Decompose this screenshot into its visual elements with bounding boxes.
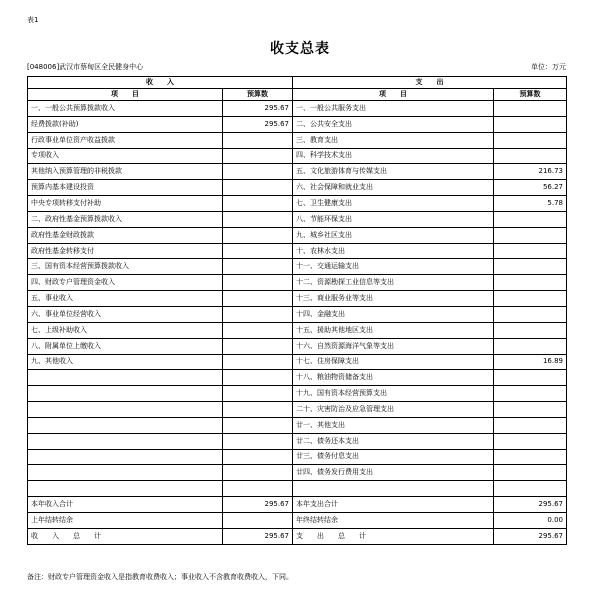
expense-item-cell: 十九、国有资本经营预算支出 [293,386,494,402]
income-item-cell: 二、政府性基金预算拨款收入 [28,211,223,227]
total-row [28,528,567,544]
table-row [28,227,567,243]
income-item-cell: 中央专项转移支付补助 [28,196,223,212]
income-item-header: 项 目 [28,89,223,101]
expense-item-cell: 十一、交通运输支出 [293,259,494,275]
table-row [28,354,567,370]
table-number-label: 表1 [27,16,39,24]
income-budget-cell [223,148,293,164]
table-row [28,259,567,275]
expense-budget-cell [494,306,567,322]
expense-item-cell: 本年支出合计 [293,497,494,513]
income-item-cell: 三、国有资本经营预算拨款收入 [28,259,223,275]
table-row [28,306,567,322]
income-item-cell: 本年收入合计 [28,497,223,513]
income-budget-cell: 295.67 [223,497,293,513]
income-budget-cell [223,465,293,481]
table-row [28,481,567,497]
expense-budget-cell: 5.78 [494,196,567,212]
table-row [28,275,567,291]
table-row [28,180,567,196]
table-row [28,101,567,117]
income-budget-cell [223,291,293,307]
expense-budget-cell [494,417,567,433]
expense-budget-cell: 295.67 [494,528,567,544]
expense-budget-cell [494,465,567,481]
expense-budget-cell: 0.00 [494,512,567,528]
expense-item-cell: 三、教育支出 [293,132,494,148]
expense-budget-cell: 295.67 [494,497,567,513]
income-budget-cell [223,227,293,243]
section-header-row [28,77,567,89]
table-row [28,132,567,148]
expense-budget-cell [494,433,567,449]
income-budget-cell [223,164,293,180]
expense-budget-cell [494,101,567,117]
income-item-cell [28,370,223,386]
income-budget-cell [223,338,293,354]
income-budget-cell [223,402,293,418]
income-item-cell: 五、事业收入 [28,291,223,307]
expense-item-cell: 七、卫生健康支出 [293,196,494,212]
income-item-cell: 九、其他收入 [28,354,223,370]
expense-item-cell: 九、城乡社区支出 [293,227,494,243]
income-budget-cell [223,481,293,497]
income-budget-cell [223,433,293,449]
column-header-row [28,89,567,101]
expense-item-cell: 四、科学技术支出 [293,148,494,164]
income-budget-cell [223,259,293,275]
table-row [28,449,567,465]
table-row [28,116,567,132]
income-item-cell: 经费拨款(补助) [28,116,223,132]
expense-item-cell: 廿一、其他支出 [293,417,494,433]
expense-budget-cell [494,211,567,227]
income-budget-cell [223,180,293,196]
expense-budget-cell [494,322,567,338]
expense-item-cell: 二、公共安全支出 [293,116,494,132]
expense-item-cell: 六、社会保障和就业支出 [293,180,494,196]
expense-budget-cell [494,481,567,497]
income-item-cell: 专项收入 [28,148,223,164]
income-budget-cell [223,306,293,322]
expense-item-cell: 廿二、债务还本支出 [293,433,494,449]
expense-budget-cell [494,243,567,259]
expense-budget-cell [494,402,567,418]
income-item-cell: 八、附属单位上缴收入 [28,338,223,354]
expense-budget-cell [494,370,567,386]
income-item-cell: 四、财政专户管理资金收入 [28,275,223,291]
expense-budget-cell: 16.89 [494,354,567,370]
income-budget-cell [223,370,293,386]
income-budget-cell [223,512,293,528]
budget-summary-table [27,76,567,545]
income-item-cell [28,402,223,418]
expense-budget-cell [494,227,567,243]
expense-item-cell: 十、农林水支出 [293,243,494,259]
expense-item-cell: 一、一般公共服务支出 [293,101,494,117]
expense-item-cell: 十二、资源勘探工业信息等支出 [293,275,494,291]
expense-item-cell: 廿三、债务付息支出 [293,449,494,465]
income-budget-cell [223,243,293,259]
income-item-cell [28,417,223,433]
organization-name: [048006]武汉市蔡甸区全民健身中心 [27,63,144,71]
table-row [28,370,567,386]
expense-item-cell: 年终结转结余 [293,512,494,528]
expense-budget-cell: 216.73 [494,164,567,180]
income-budget-header: 预算数 [223,89,293,101]
expense-budget-cell: 56.27 [494,180,567,196]
table-row [28,291,567,307]
expense-item-cell: 十八、粮油物资储备支出 [293,370,494,386]
expense-budget-cell [494,291,567,307]
expense-item-cell: 二十、灾害防治及应急管理支出 [293,402,494,418]
table-row [28,465,567,481]
income-item-cell: 一、一般公共预算拨款收入 [28,101,223,117]
page-title: 收支总表 [270,41,330,57]
table-row [28,386,567,402]
total-row [28,512,567,528]
footnote: 备注：财政专户管理资金收入是指教育收费收入；事业收入不含教育收费收入，下同。 [27,573,293,581]
expense-budget-cell [494,338,567,354]
table-row [28,148,567,164]
table-row [28,433,567,449]
expense-item-cell: 十六、自然资源海洋气象等支出 [293,338,494,354]
income-section-header: 收 入 [28,77,293,89]
table-row [28,243,567,259]
income-item-cell: 预算内基本建设投资 [28,180,223,196]
expense-item-cell: 十三、商业服务业等支出 [293,291,494,307]
income-item-cell: 七、上级补助收入 [28,322,223,338]
income-item-cell: 六、事业单位经营收入 [28,306,223,322]
income-item-cell: 政府性基金转移支付 [28,243,223,259]
expense-budget-cell [494,449,567,465]
table-row [28,338,567,354]
income-budget-cell [223,275,293,291]
table-row [28,164,567,180]
income-budget-cell: 295.67 [223,528,293,544]
table-row [28,196,567,212]
income-budget-cell [223,354,293,370]
income-item-cell [28,449,223,465]
income-budget-cell [223,386,293,402]
income-item-cell [28,433,223,449]
income-item-cell [28,386,223,402]
income-budget-cell [223,132,293,148]
expense-budget-cell [494,259,567,275]
expense-item-header: 项 目 [293,89,494,101]
expense-item-cell: 十四、金融支出 [293,306,494,322]
income-budget-cell [223,211,293,227]
income-item-cell [28,481,223,497]
expense-item-cell: 十五、援助其他地区支出 [293,322,494,338]
income-budget-cell [223,417,293,433]
income-item-cell [28,465,223,481]
income-budget-cell: 295.67 [223,116,293,132]
expense-item-cell: 八、节能环保支出 [293,211,494,227]
expense-item-cell: 支 出 总 计 [293,528,494,544]
income-item-cell: 上年结转结余 [28,512,223,528]
income-budget-cell [223,449,293,465]
table-row [28,402,567,418]
income-item-cell: 行政事业单位资产收益拨款 [28,132,223,148]
table-row [28,322,567,338]
expense-section-header: 支 出 [293,77,567,89]
expense-budget-cell [494,148,567,164]
expense-budget-cell [494,386,567,402]
expense-item-cell [293,481,494,497]
expense-budget-cell [494,116,567,132]
income-budget-cell [223,196,293,212]
income-item-cell: 政府性基金财政拨款 [28,227,223,243]
income-budget-cell: 295.67 [223,101,293,117]
unit-label: 单位：万元 [531,63,566,71]
expense-budget-cell [494,132,567,148]
table-row [28,417,567,433]
income-budget-cell [223,322,293,338]
expense-item-cell: 廿四、债务发行费用支出 [293,465,494,481]
expense-budget-cell [494,275,567,291]
expense-item-cell: 五、文化旅游体育与传媒支出 [293,164,494,180]
expense-item-cell: 十七、住房保障支出 [293,354,494,370]
expense-budget-header: 预算数 [494,89,567,101]
total-row [28,497,567,513]
table-row [28,211,567,227]
income-item-cell: 收 入 总 计 [28,528,223,544]
income-item-cell: 其他纳入预算管理的非税拨款 [28,164,223,180]
